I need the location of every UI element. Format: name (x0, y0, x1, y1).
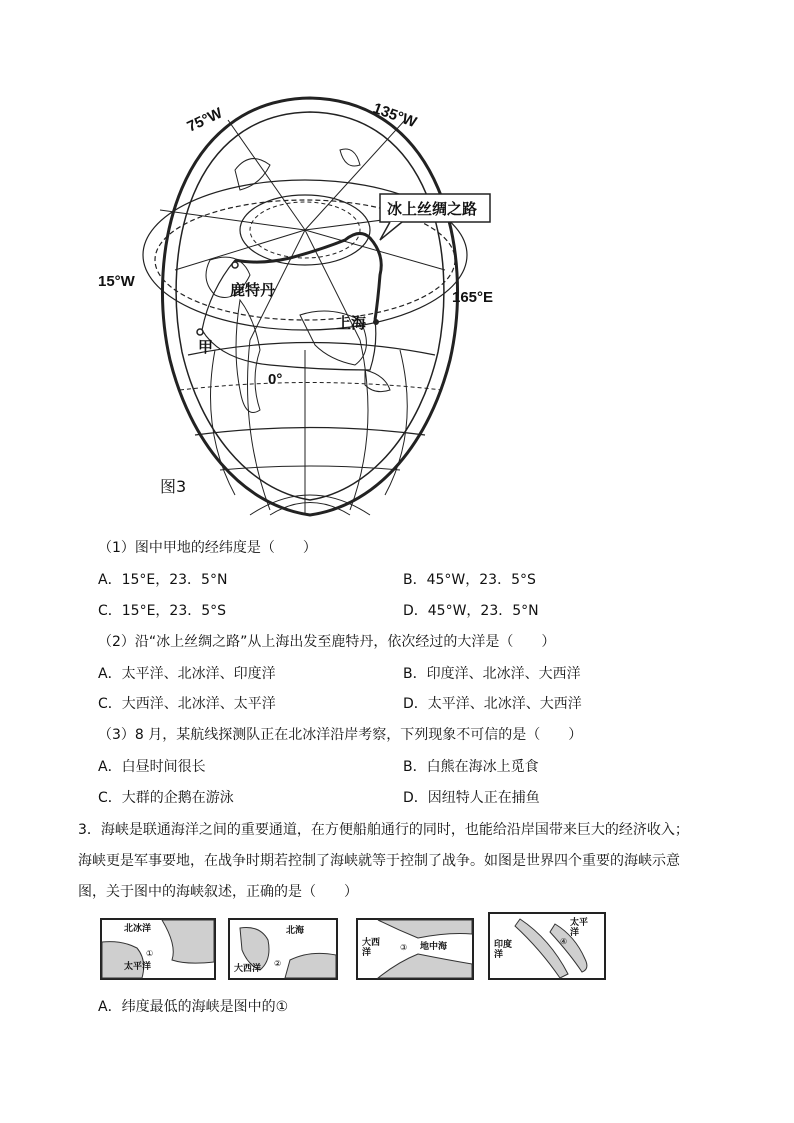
label-75w: 75°W (184, 104, 226, 136)
figure-caption: 图3 (160, 477, 187, 496)
question3-line1: 3．海峡是联通海洋之间的重要通道，在方便船舶通行的同时，也能给沿岸国带来巨大的经济收入； (78, 822, 689, 838)
label-jia: 甲 (198, 338, 214, 356)
q2-option-b[interactable]: B．印度洋、北冰洋、大西洋 (403, 666, 581, 682)
strait-map-3 (356, 918, 474, 980)
q2-stem: （2）沿“冰上丝绸之路”从上海出发至鹿特丹，依次经过的大洋是（ ） (98, 634, 556, 650)
q3-option-d[interactable]: D．因纽特人正在捕鱼 (403, 790, 540, 806)
point-jia-marker (197, 329, 203, 335)
svg-text:④: ④ (560, 937, 568, 946)
svg-text:①: ① (146, 949, 154, 958)
question3-line3: 图，关于图中的海峡叙述，正确的是（ ） (78, 884, 358, 900)
strait-map-4 (488, 912, 606, 980)
q1-option-b[interactable]: B．45°W，23．5°S (403, 572, 536, 588)
q3-option-a[interactable]: A．白昼时间很长 (98, 759, 206, 775)
q2-option-d[interactable]: D．太平洋、北冰洋、大西洋 (403, 696, 582, 712)
strait-map-1 (100, 918, 216, 980)
label-135w: 135°W (370, 99, 419, 132)
label-rotterdam: 鹿特丹 (230, 281, 276, 299)
ice-silk-road-route (235, 233, 381, 320)
q1-option-d[interactable]: D．45°W，23．5°N (403, 603, 539, 619)
question3-line2: 海峡更是军事要地，在战争时期若控制了海峡就等于控制了战争。如图是世界四个重要的海峡示意 (78, 853, 680, 869)
q3-option-b[interactable]: B．白熊在海冰上觅食 (403, 759, 539, 775)
q1-option-c[interactable]: C．15°E，23．5°S (98, 603, 227, 619)
q2-option-a[interactable]: A．太平洋、北冰洋、印度洋 (98, 666, 276, 682)
svg-text:③: ③ (400, 943, 408, 952)
strait2-label-1: 北海 (286, 926, 305, 936)
strait-map-2 (228, 918, 338, 980)
label-165e: 165°E (452, 289, 494, 306)
q1-option-a[interactable]: A．15°E，23．5°N (98, 572, 228, 588)
shanghai-marker (374, 320, 379, 325)
label-15w: 15°W (98, 273, 135, 290)
q1-stem: （1）图中甲地的经纬度是（ ） (98, 540, 317, 556)
strait1-label-2: 太平洋 (124, 962, 152, 972)
map-outer-boundary (162, 98, 457, 515)
strait2-label-2: 大西洋 (234, 964, 262, 974)
strait4-label-1: 太平洋 (570, 918, 589, 938)
world-map-figure (98, 90, 494, 520)
strait1-label-1: 北冰洋 (124, 924, 152, 934)
question3-option-a[interactable]: A．纬度最低的海峡是图中的① (98, 999, 289, 1015)
label-0: 0° (268, 371, 283, 388)
rotterdam-marker (232, 262, 238, 268)
q3-stem: （3）8 月，某航线探测队正在北冰洋沿岸考察，下列现象不可信的是（ ） (98, 727, 583, 743)
q2-option-c[interactable]: C．大西洋、北冰洋、太平洋 (98, 696, 276, 712)
strait3-label-2: 地中海 (420, 942, 448, 952)
svg-text:②: ② (274, 959, 282, 968)
label-shanghai: 上海 (336, 314, 367, 332)
strait3-label-1: 大西洋 (362, 938, 381, 958)
strait4-label-2: 印度洋 (494, 940, 513, 960)
callout-label: 冰上丝绸之路 (387, 200, 478, 218)
q3-option-c[interactable]: C．大群的企鹅在游泳 (98, 790, 234, 806)
